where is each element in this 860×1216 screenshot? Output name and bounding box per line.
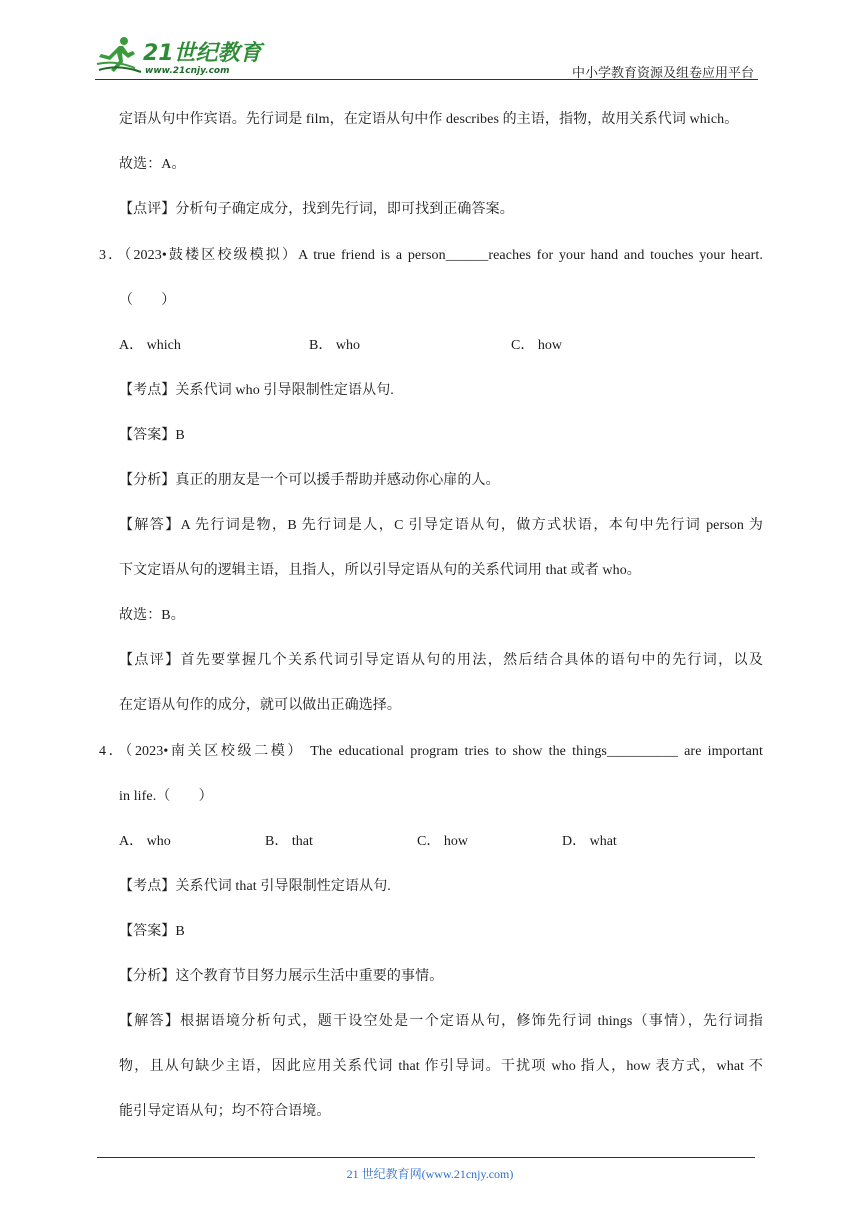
- choice-line: 故选：A。: [119, 157, 186, 172]
- q3-choice: 故选：B。: [119, 608, 185, 623]
- header-divider: [95, 79, 758, 80]
- q3-option-a[interactable]: A． which: [119, 338, 181, 353]
- question-3-stem: 3．（2023•鼓楼区校级模拟）A true friend is a person______reaches for your hand and touches your heart.: [99, 248, 763, 263]
- q3-dianping-1: 【点评】首先要掌握几个关系代词引导定语从句的用法，然后结合具体的语句中的先行词，以及: [119, 653, 763, 668]
- q4-option-b[interactable]: B． that: [265, 834, 313, 849]
- question-3-paren: （ ）: [119, 293, 176, 308]
- q4-jieda-2: 物，且从句缺少主语，因此应用关系代词 that 作引导词。干扰项 who 指人，how 表方式，what 不: [119, 1059, 763, 1074]
- footer-link[interactable]: 21 世纪教育网(www.21cnjy.com): [346, 1167, 514, 1181]
- text-line: 定语从句中作宾语。先行词是 film，在定语从句中作 describes 的主语，指物，故用关系代词 which。: [119, 112, 739, 127]
- q4-option-a[interactable]: A． who: [119, 834, 171, 849]
- question-4-stem: 4．（2023•南关区校级二模） The educational program tries to show the things__________ are important: [99, 744, 763, 759]
- q3-option-c[interactable]: C． how: [511, 338, 562, 353]
- q4-fenxi: 【分析】这个教育节目努力展示生活中重要的事情。: [119, 969, 444, 984]
- footer-divider: [97, 1157, 755, 1158]
- comment-line: 【点评】分析句子确定成分，找到先行词，即可找到正确答案。: [119, 202, 514, 217]
- platform-title: 中小学教育资源及组卷应用平台: [571, 66, 754, 81]
- site-logo[interactable]: [95, 34, 270, 78]
- q4-jieda-3: 能引导定语从句；均不符合语境。: [119, 1104, 331, 1119]
- question-4-stem-2: in life.（ ）: [119, 789, 213, 804]
- logo-main-text: 21世纪教育: [143, 41, 262, 66]
- runner-logo-icon: [95, 34, 270, 78]
- q3-fenxi: 【分析】真正的朋友是一个可以援手帮助并感动你心扉的人。: [119, 473, 500, 488]
- q3-option-b[interactable]: B． who: [309, 338, 360, 353]
- q4-kaodian: 【考点】关系代词 that 引导限制性定语从句.: [119, 879, 391, 894]
- q3-jieda-1: 【解答】A 先行词是物，B 先行词是人，C 引导定语从句，做方式状语，本句中先行词 person 为: [119, 518, 763, 533]
- q4-answer: 【答案】B: [119, 924, 185, 939]
- q4-option-d[interactable]: D． what: [562, 834, 617, 849]
- q3-kaodian: 【考点】关系代词 who 引导限制性定语从句.: [119, 383, 394, 398]
- logo-url-text: www.21cnjy.com: [145, 66, 230, 76]
- q4-option-c[interactable]: C． how: [417, 834, 468, 849]
- page-header: [95, 30, 758, 80]
- q3-dianping-2: 在定语从句作的成分，就可以做出正确选择。: [119, 698, 401, 713]
- q4-jieda-1: 【解答】根据语境分析句式，题干设空处是一个定语从句，修饰先行词 things（事情），先行词指: [119, 1014, 763, 1029]
- q3-jieda-2: 下文定语从句的逻辑主语，且指人，所以引导定语从句的关系代词用 that 或者 who。: [119, 563, 641, 578]
- q3-answer: 【答案】B: [119, 428, 185, 443]
